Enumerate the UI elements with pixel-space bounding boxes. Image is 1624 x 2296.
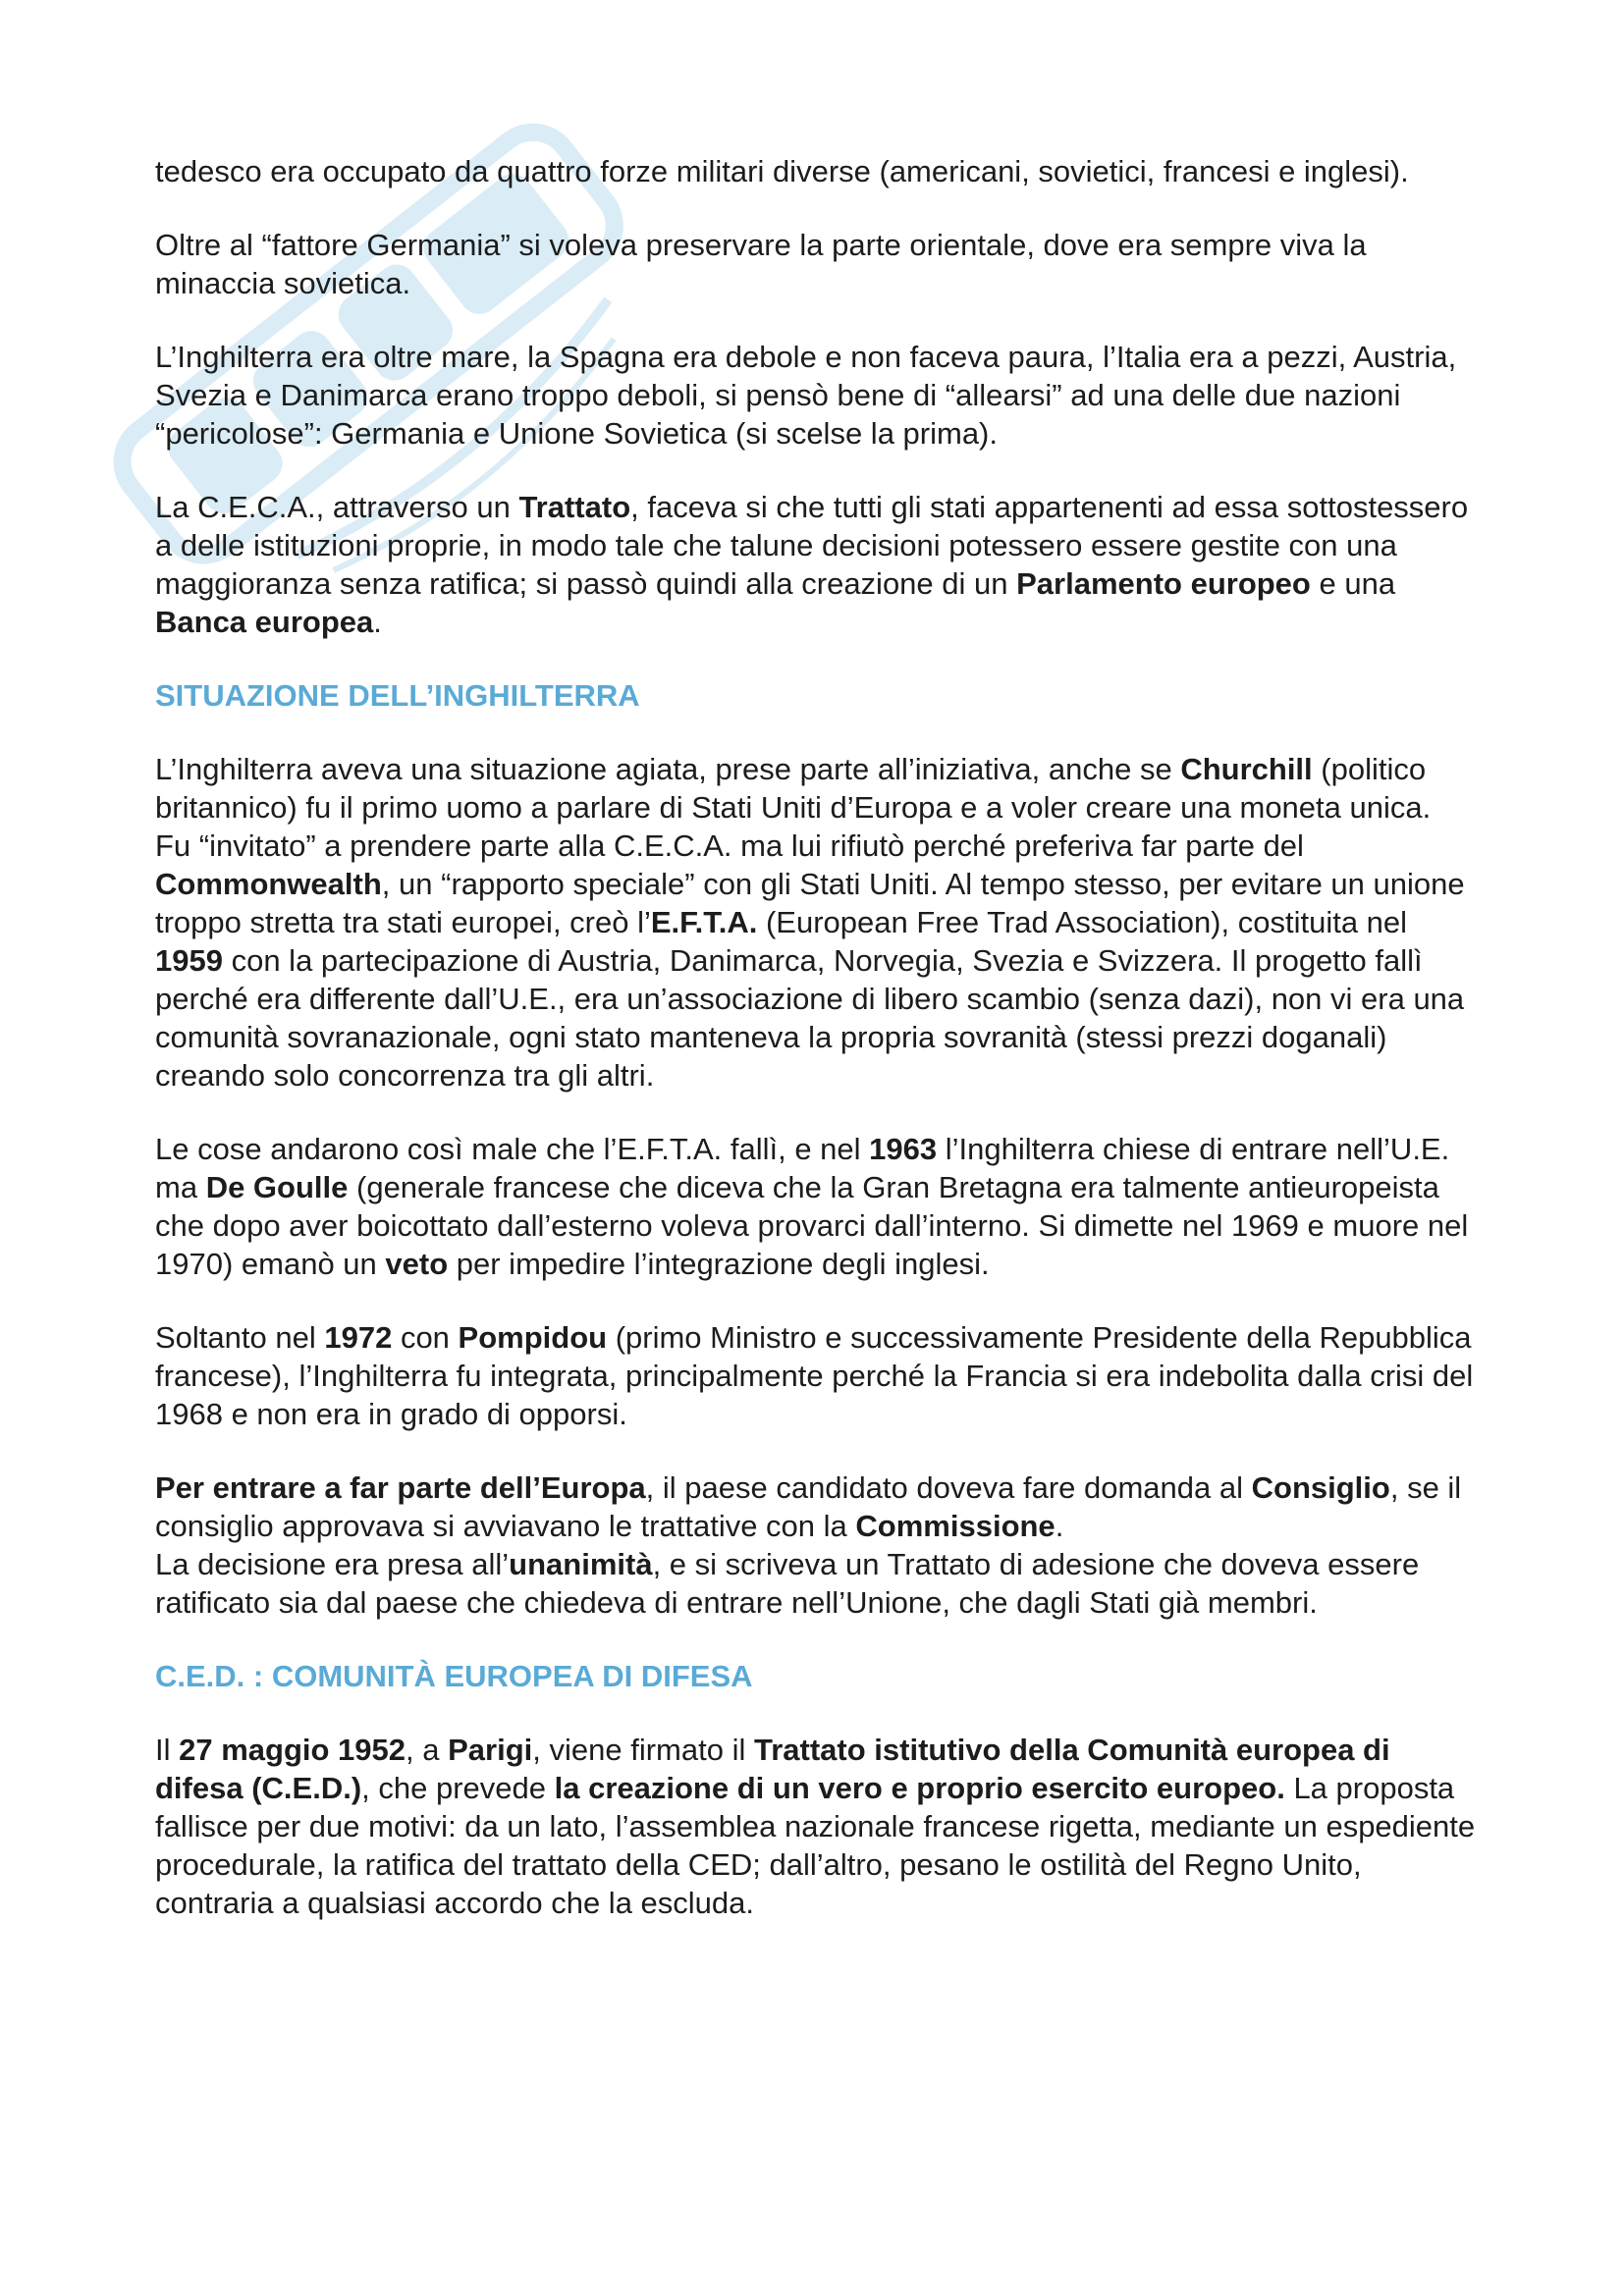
watermark-text [29, 39, 30, 40]
heading-ced: C.E.D. : COMUNITÀ EUROPEA DI DIFESA [155, 1659, 753, 1693]
paragraph-germany-occupation: tedesco era occupato da quattro forze militari diverse (americani, sovietici, francesi e inglesi). [155, 154, 1409, 188]
paragraph-churchill: L’Inghilterra aveva una situazione agiata, prese parte all’iniziativa, anche se Churchill (politico britannico) fu il primo uomo a parlare di Stati Uniti d’Europa e a voler creare una moneta unica. [155, 752, 1432, 825]
paragraph-ceca: La C.E.C.A., attraverso un Trattato, faceva si che tutti gli stati appartenenti ad essa sottostessero a delle istituzioni proprie, in modo tale che talune decisioni potessero essere gestite con una maggioranza senza ratifica; si passò quindi alla creazione di un Parlamento europeo e una Banca europea. [155, 490, 1469, 639]
paragraph-germany-factor: Oltre al “fattore Germania” si voleva preservare la parte orientale, dove era sempre viva la minaccia sovietica. [155, 228, 1367, 300]
paragraph-alliances: L’Inghilterra era oltre mare, la Spagna era debole e non faceva paura, l’Italia era a pezzi, Austria, Svezia e Danimarca erano troppo deboli, si pensò bene di “allearsi” ad una delle due nazioni “pericolose”: Germania e Unione Sovietica (si scelse la prima). [155, 340, 1457, 451]
paragraph-pompidou: Soltanto nel 1972 con Pompidou (primo Ministro e successivamente Presidente della Repubblica francese), l’Inghilterra fu integrata, principalmente perché la Francia si era indebolita dalla crisi del 1968 e non era in grado di opporsi. [155, 1320, 1474, 1431]
paragraph-de-goulle-veto: Le cose andarono così male che l’E.F.T.A. fallì, e nel 1963 l’Inghilterra chiese di entrare nell’U.E. ma De Goulle (generale francese che diceva che la Gran Bretagna era talmente antieuropeista che dopo aver boicottato dall’esterno voleva provarci dall’interno. Si dimette nel 1969 e muore nel 1970) emanò un veto per impedire l’integrazione degli inglesi. [155, 1132, 1469, 1281]
paragraph-adesione: Per entrare a far parte dell’Europa, il paese candidato doveva fare domanda al Consiglio, se il consiglio approvava si avviavano le trattative con la Commissione. [155, 1470, 1462, 1543]
paragraph-unanimita: La decisione era presa all’unanimità, e si scriveva un Trattato di adesione che doveva essere ratificato sia dal paese che chiedeva di entrare nell’Unione, che dagli Stati già membri. [155, 1547, 1420, 1620]
heading-situazione-inghilterra: SITUAZIONE DELL’INGHILTERRA [155, 678, 640, 713]
paragraph-ced: Il 27 maggio 1952, a Parigi, viene firmato il Trattato istitutivo della Comunità europea di difesa (C.E.D.), che prevede la creazione di un vero e proprio esercito europeo. La proposta fallisce per due motivi: da un lato, l’assemblea nazionale francese rigetta, mediante un espediente procedurale, la ratifica del trattato della CED; dall’altro, pesano le ostilità del Regno Unito, contraria a qualsiasi accordo che la escluda. [155, 1733, 1476, 1920]
document-page [155, 152, 1481, 1957]
paragraph-efta: Fu “invitato” a prendere parte alla C.E.C.A. ma lui rifiutò perché preferiva far parte del Commonwealth, un “rapporto speciale” con gli Stati Uniti. Al tempo stesso, per evitare un unione troppo stretta tra stati europei, creò l’E.F.T.A. (European Free Trad Association), costituita nel 1959 con la partecipazione di Austria, Danimarca, Norvegia, Svezia e Svizzera. Il progetto fallì perché era differente dall’U.E., era un’associazione di libero scambio (senza dazi), non vi era una comunità sovranazionale, ogni stato manteneva la propria sovranità (stessi prezzi doganali) creando solo concorrenza tra gli altri. [155, 828, 1465, 1093]
